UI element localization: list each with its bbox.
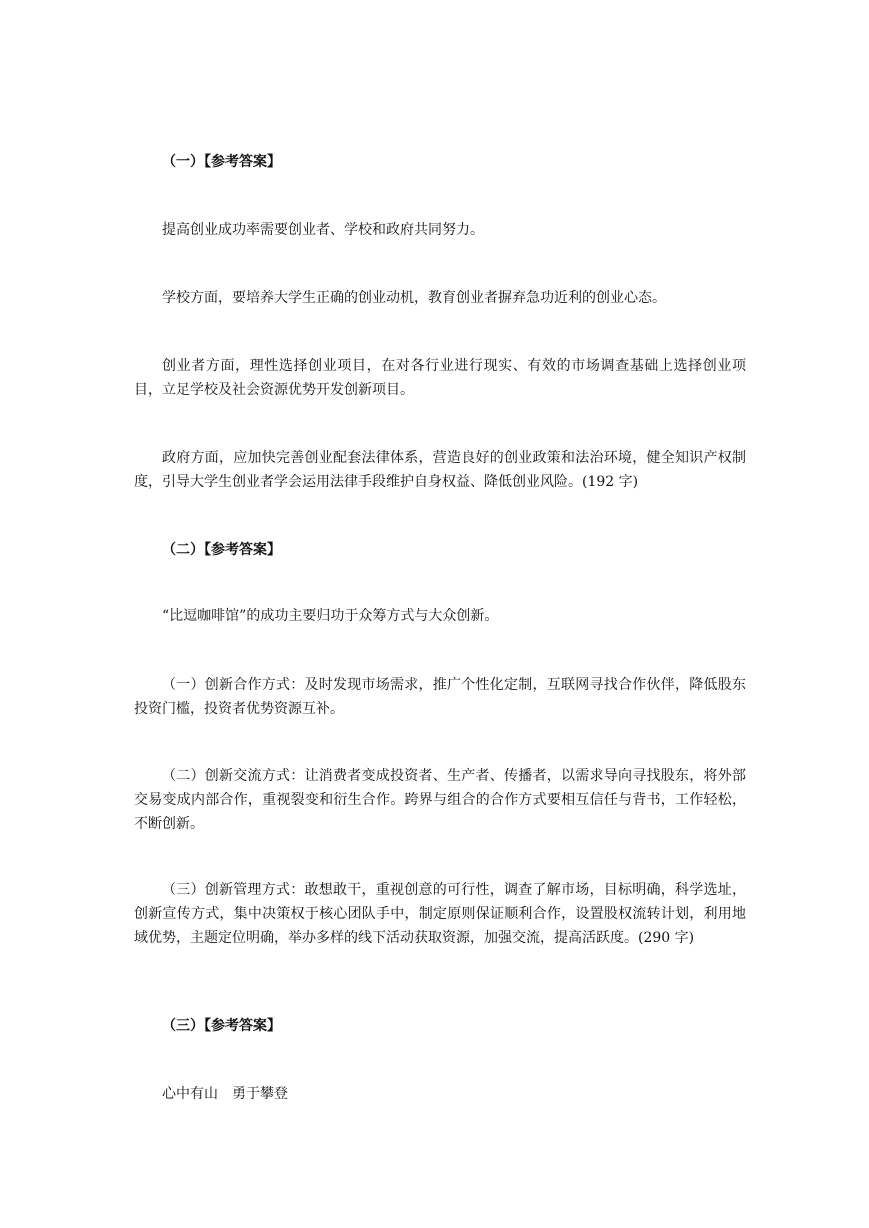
section-1-paragraph-3: 创业者方面，理性选择创业项目，在对各行业进行现实、有效的市场调查基础上选择创业项目，立足学校及社会资源优势开发创新项目。	[134, 358, 746, 398]
section-2-paragraph-2: （一）创新合作方式：及时发现市场需求，推广个性化定制，互联网寻找合作伙伴，降低股东投资门槛，投资者优势资源互补。	[134, 677, 746, 717]
section-2-heading: （二）【参考答案】	[162, 542, 281, 558]
section-1-paragraph-2: 学校方面，要培养大学生正确的创业动机，教育创业者摒弃急功近利的创业心态。	[162, 290, 666, 306]
section-2-paragraph-1: “比逗咖啡馆”的成功主要归功于众筹方式与大众创新。	[162, 608, 499, 624]
section-3-paragraph-1: 心中有山 勇于攀登	[162, 1086, 288, 1102]
section-1-paragraph-4: 政府方面，应加快完善创业配套法律体系，营造良好的创业政策和法治环境，健全知识产权制度，引导大学生创业者学会运用法律手段维护自身权益、降低创业风险。(192 字)	[134, 450, 746, 490]
section-2-paragraph-3: （二）创新交流方式：让消费者变成投资者、生产者、传播者，以需求导向寻找股东，将外部交易变成内部合作，重视裂变和衍生合作。跨界与组合的合作方式要相互信任与背书，工作轻松，不断创新。	[134, 768, 746, 832]
section-1-heading: （一）【参考答案】	[162, 154, 281, 170]
section-1-paragraph-1: 提高创业成功率需要创业者、学校和政府共同努力。	[162, 222, 484, 238]
section-2-paragraph-4: （三）创新管理方式：敢想敢干，重视创意的可行性，调查了解市场，目标明确，科学选址，创新宣传方式，集中决策权于核心团队手中，制定原则保证顺利合作，设置股权流转计划，利用地域优势，主题定位明确，举办多样的线下活动获取资源，加强交流，提高活跃度。(290 字)	[134, 882, 746, 946]
section-3-heading: （三）【参考答案】	[162, 1018, 281, 1034]
